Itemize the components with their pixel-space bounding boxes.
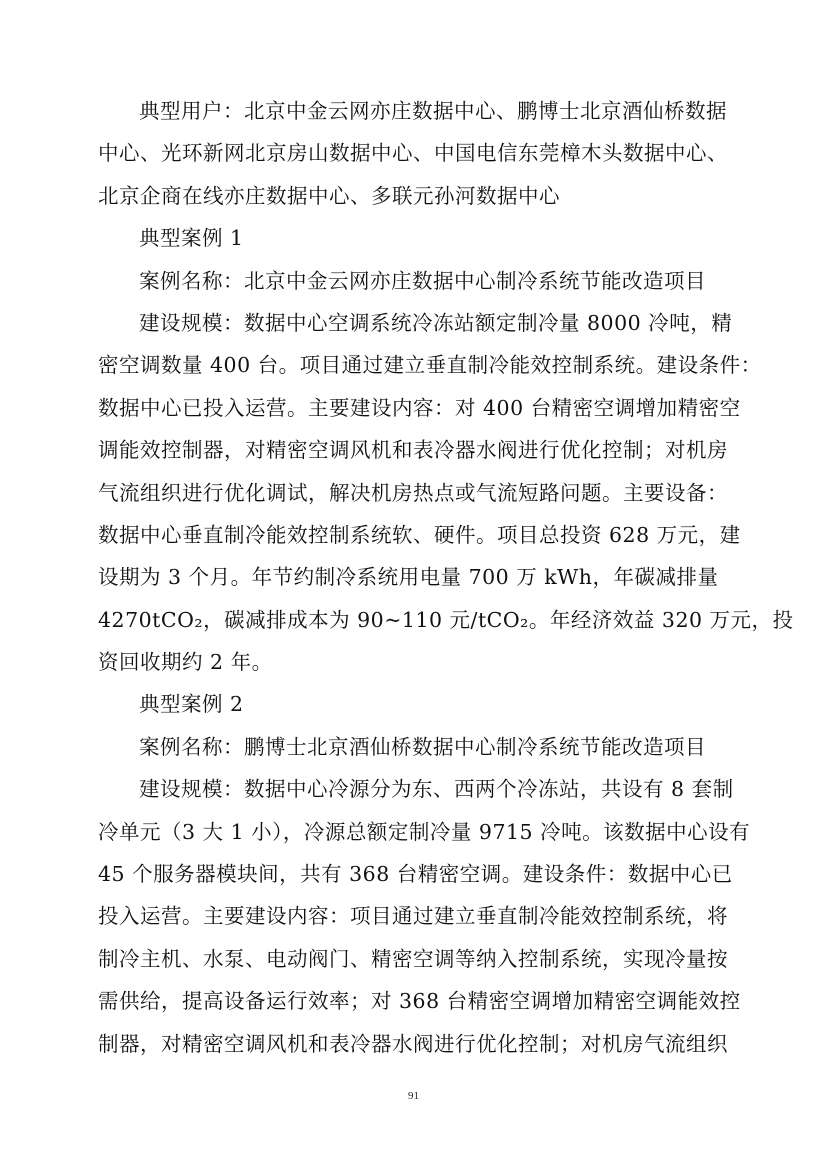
paragraph-line: 数据中心垂直制冷能效控制系统软、硬件。项目总投资 628 万元，建 (98, 522, 741, 547)
paragraph-line: 建设规模：数据中心冷源分为东、西两个冷冻站，共设有 8 套制 (139, 777, 734, 802)
paragraph-line: 数据中心已投入运营。主要建设内容：对 400 台精密空调增加精密空 (98, 395, 741, 420)
paragraph-line: 建设规模：数据中心空调系统冷冻站额定制冷量 8000 冷吨，精 (139, 310, 733, 335)
paragraph-line: 设期为 3 个月。年节约制冷系统用电量 700 万 kWh，年碳减排量 (98, 565, 719, 590)
section-heading: 典型案例 1 (139, 226, 244, 251)
paragraph-line: 调能效控制器，对精密空调风机和表冷器水阀进行优化控制；对机房 (98, 438, 728, 463)
paragraph-line: 北京企商在线亦庄数据中心、多联元孙河数据中心 (98, 183, 560, 208)
paragraph-line: 资回收期约 2 年。 (98, 650, 273, 675)
paragraph-line: 45 个服务器模块间，共有 368 台精密空调。建设条件：数据中心已 (98, 862, 733, 887)
paragraph-line: 冷单元（3 大 1 小），冷源总额定制冷量 9715 冷吨。该数据中心设有 (98, 819, 751, 844)
paragraph-line: 4270tCO₂，碳减排成本为 90~110 元/tCO₂。年经济效益 320 万元，投 (98, 607, 794, 632)
section-heading: 典型案例 2 (139, 692, 244, 717)
paragraph-line: 需供给，提高设备运行效率；对 368 台精密空调增加精密空调能效控 (98, 989, 741, 1014)
paragraph-line: 中心、光环新网北京房山数据中心、中国电信东莞樟木头数据中心、 (98, 141, 728, 166)
paragraph-line: 案例名称：鹏博士北京酒仙桥数据中心制冷系统节能改造项目 (139, 734, 706, 759)
body-text (98, 90, 794, 1065)
paragraph-line: 案例名称：北京中金云网亦庄数据中心制冷系统节能改造项目 (139, 268, 706, 293)
paragraph-line: 制冷主机、水泵、电动阀门、精密空调等纳入控制系统，实现冷量按 (98, 946, 728, 971)
paragraph-line: 投入运营。主要建设内容：项目通过建立垂直制冷能效控制系统，将 (98, 904, 728, 929)
paragraph-line: 制器，对精密空调风机和表冷器水阀进行优化控制；对机房气流组织 (98, 1031, 728, 1056)
paragraph-line: 典型用户：北京中金云网亦庄数据中心、鹏博士北京酒仙桥数据 (139, 99, 727, 123)
paragraph-line: 密空调数量 400 台。项目通过建立垂直制冷能效控制系统。建设条件： (98, 353, 762, 378)
paragraph-line: 气流组织进行优化调试，解决机房热点或气流短路问题。主要设备： (98, 480, 728, 505)
page-number: 91 (408, 1090, 419, 1102)
